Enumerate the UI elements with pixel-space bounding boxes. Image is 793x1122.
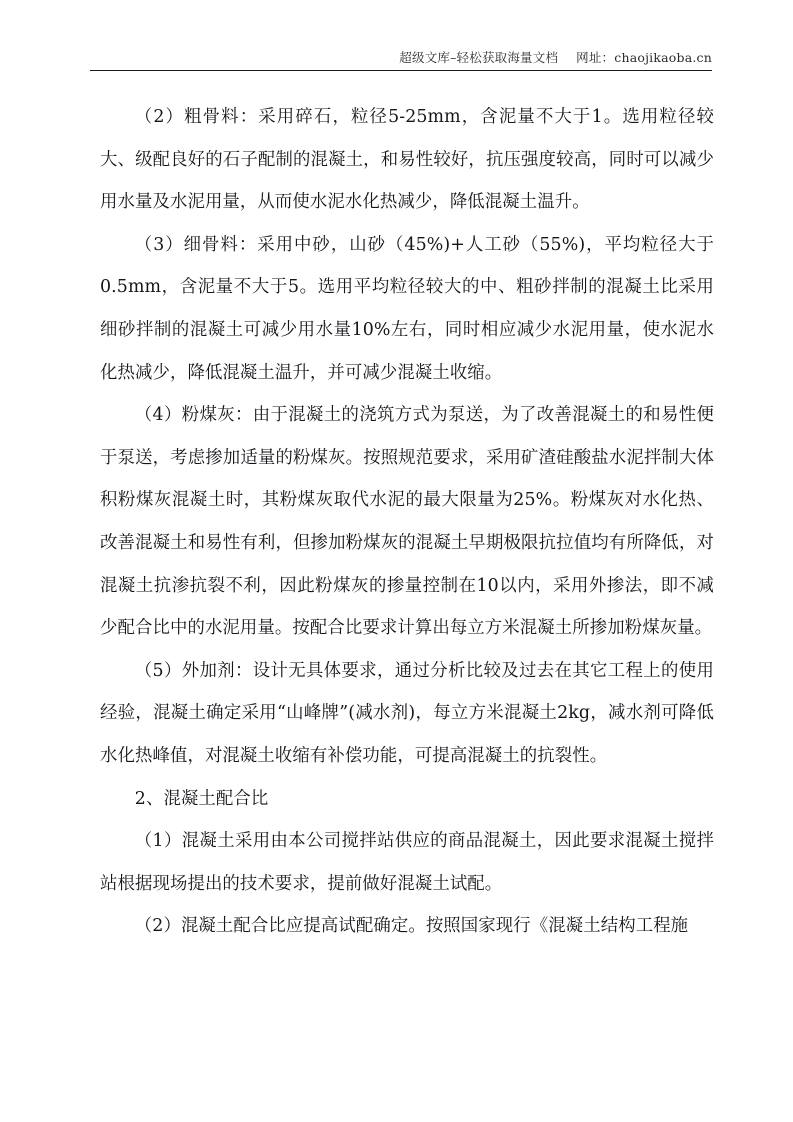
paragraph-trial-mix: （2）混凝土配合比应提高试配确定。按照国家现行《混凝土结构工程施 (134, 916, 689, 937)
paragraph-ready-mix-concrete: （1）混凝土采用由本公司搅拌站供应的商品混凝土，因此要求混凝土搅拌站根据现场提出的技术要求，提前做好混凝土试配。 (100, 831, 714, 894)
header-brand: 超级文库–轻松获取海量文档 (399, 50, 559, 65)
paragraph-fly-ash: （4）粉煤灰：由于混凝土的浇筑方式为泵送，为了改善混凝土的和易性便于泵送，考虑掺加适量的粉煤灰。按照规范要求，采用矿渣硅酸盐水泥拌制大体积粉煤灰混凝土时，其粉煤灰取代水泥的最大限量为25%。粉煤灰对水化热、改善混凝土和易性有利，但掺加粉煤灰的混凝土早期极限抗拉值均有所降低，对混凝土抗渗抗裂不利，因此粉煤灰的掺量控制在10以内，采用外掺法，即不减少配合比中的水泥用量。按配合比要求计算出每立方米混凝土所掺加粉煤灰量。 (100, 405, 714, 639)
header-url: 网址：chaojikaoba.cn (576, 50, 712, 65)
paragraph-fine-aggregate: （3）细骨料：采用中砂，山砂（45%)+人工砂（55%)，平均粒径大于0.5mm，含泥量不大于5。选用平均粒径较大的中、粗砂拌制的混凝土比采用细砂拌制的混凝土可减少用水量10%左右，同时相应减少水泥用量，使水泥水化热减少，降低混凝土温升，并可减少混凝土收缩。 (100, 234, 714, 383)
heading-mix-proportion: 2、混凝土配合比 (134, 788, 269, 809)
page-header (90, 50, 712, 71)
document-body (100, 96, 714, 948)
paragraph-admixture: （5）外加剂：设计无具体要求，通过分析比较及过去在其它工程上的使用经验，混凝土确定采用“山峰牌”(减水剂)，每立方米混凝土2kg，减水剂可降低水化热峰值，对混凝土收缩有补偿功能，可提高混凝土的抗裂性。 (100, 660, 714, 766)
paragraph-coarse-aggregate: （2）粗骨料：采用碎石，粒径5-25mm，含泥量不大于1。选用粒径较大、级配良好的石子配制的混凝土，和易性较好，抗压强度较高，同时可以减少用水量及水泥用量，从而使水泥水化热减少，降低混凝土温升。 (100, 107, 714, 213)
header-divider-rule (90, 70, 712, 71)
header-text-line (90, 50, 712, 66)
